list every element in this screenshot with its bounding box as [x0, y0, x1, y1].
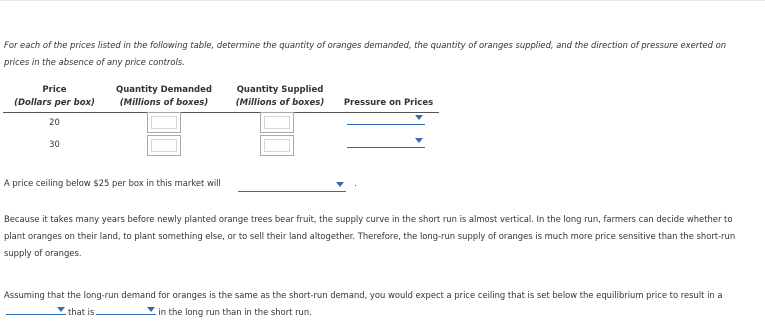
long-run-question-part1: Assuming that the long-run demand for oranges is the same as the short-run demand, you would expect a price ceiling that is set below the equilibrium price to result in a: [4, 290, 723, 300]
price-ceiling-dropdown[interactable]: [238, 179, 346, 192]
header-pressure: [337, 97, 440, 110]
quantity-demanded-input-row2[interactable]: [147, 135, 181, 156]
price-ceiling-period: .: [354, 178, 357, 188]
long-run-question-part3: in the long run than in the short run.: [158, 307, 312, 317]
pressure-dropdown-row1[interactable]: [347, 112, 425, 125]
header-quantity-supplied: [225, 84, 335, 110]
quantity-supplied-input-row1[interactable]: [260, 112, 294, 133]
chevron-down-icon: [147, 307, 155, 312]
header-qd-sub: (Millions of boxes): [119, 98, 209, 108]
header-qs-title: Quantity Supplied: [236, 85, 324, 95]
header-qs-sub: (Millions of boxes): [235, 98, 325, 108]
quantity-demanded-input-row1[interactable]: [147, 112, 181, 133]
long-run-question-part2: that is: [68, 307, 95, 317]
shortage-surplus-dropdown[interactable]: [6, 304, 66, 315]
chevron-down-icon: [415, 115, 423, 120]
intro-text: For each of the prices listed in the following table, determine the quantity of oranges demanded, the quantity of oranges supplied, and the direction of pressure exerted on prices in the absence of any price controls.: [4, 40, 727, 67]
top-divider: [0, 0, 765, 1]
chevron-down-icon: [336, 182, 344, 187]
header-price: [3, 84, 106, 110]
chevron-down-icon: [415, 138, 423, 143]
header-price-title: Price: [42, 85, 67, 95]
supply-explanation-text: Because it takes many years before newly planted orange trees bear fruit, the supply curve in the short run is almost vertical. In the long run, farmers can decide whether to plant oranges on their land, to plant something else, or to sell their land altogether. Therefore, the long-run supply of oranges is much more price sensitive than the short-run supply of oranges.: [4, 214, 736, 258]
price-cell-row1: 20: [49, 117, 60, 127]
larger-smaller-dropdown[interactable]: [96, 304, 156, 315]
header-qd-title: Quantity Demanded: [115, 85, 212, 95]
price-cell-row2: 30: [49, 139, 60, 149]
header-price-sub: (Dollars per box): [14, 98, 95, 108]
quantity-supplied-input-row2[interactable]: [260, 135, 294, 156]
price-ceiling-question: A price ceiling below $25 per box in this market will: [4, 178, 221, 188]
long-run-question: [4, 287, 754, 321]
pressure-dropdown-row2[interactable]: [347, 135, 425, 148]
header-quantity-demanded: [109, 84, 219, 110]
header-pressure-title: Pressure on Prices: [343, 98, 434, 108]
chevron-down-icon: [57, 307, 65, 312]
